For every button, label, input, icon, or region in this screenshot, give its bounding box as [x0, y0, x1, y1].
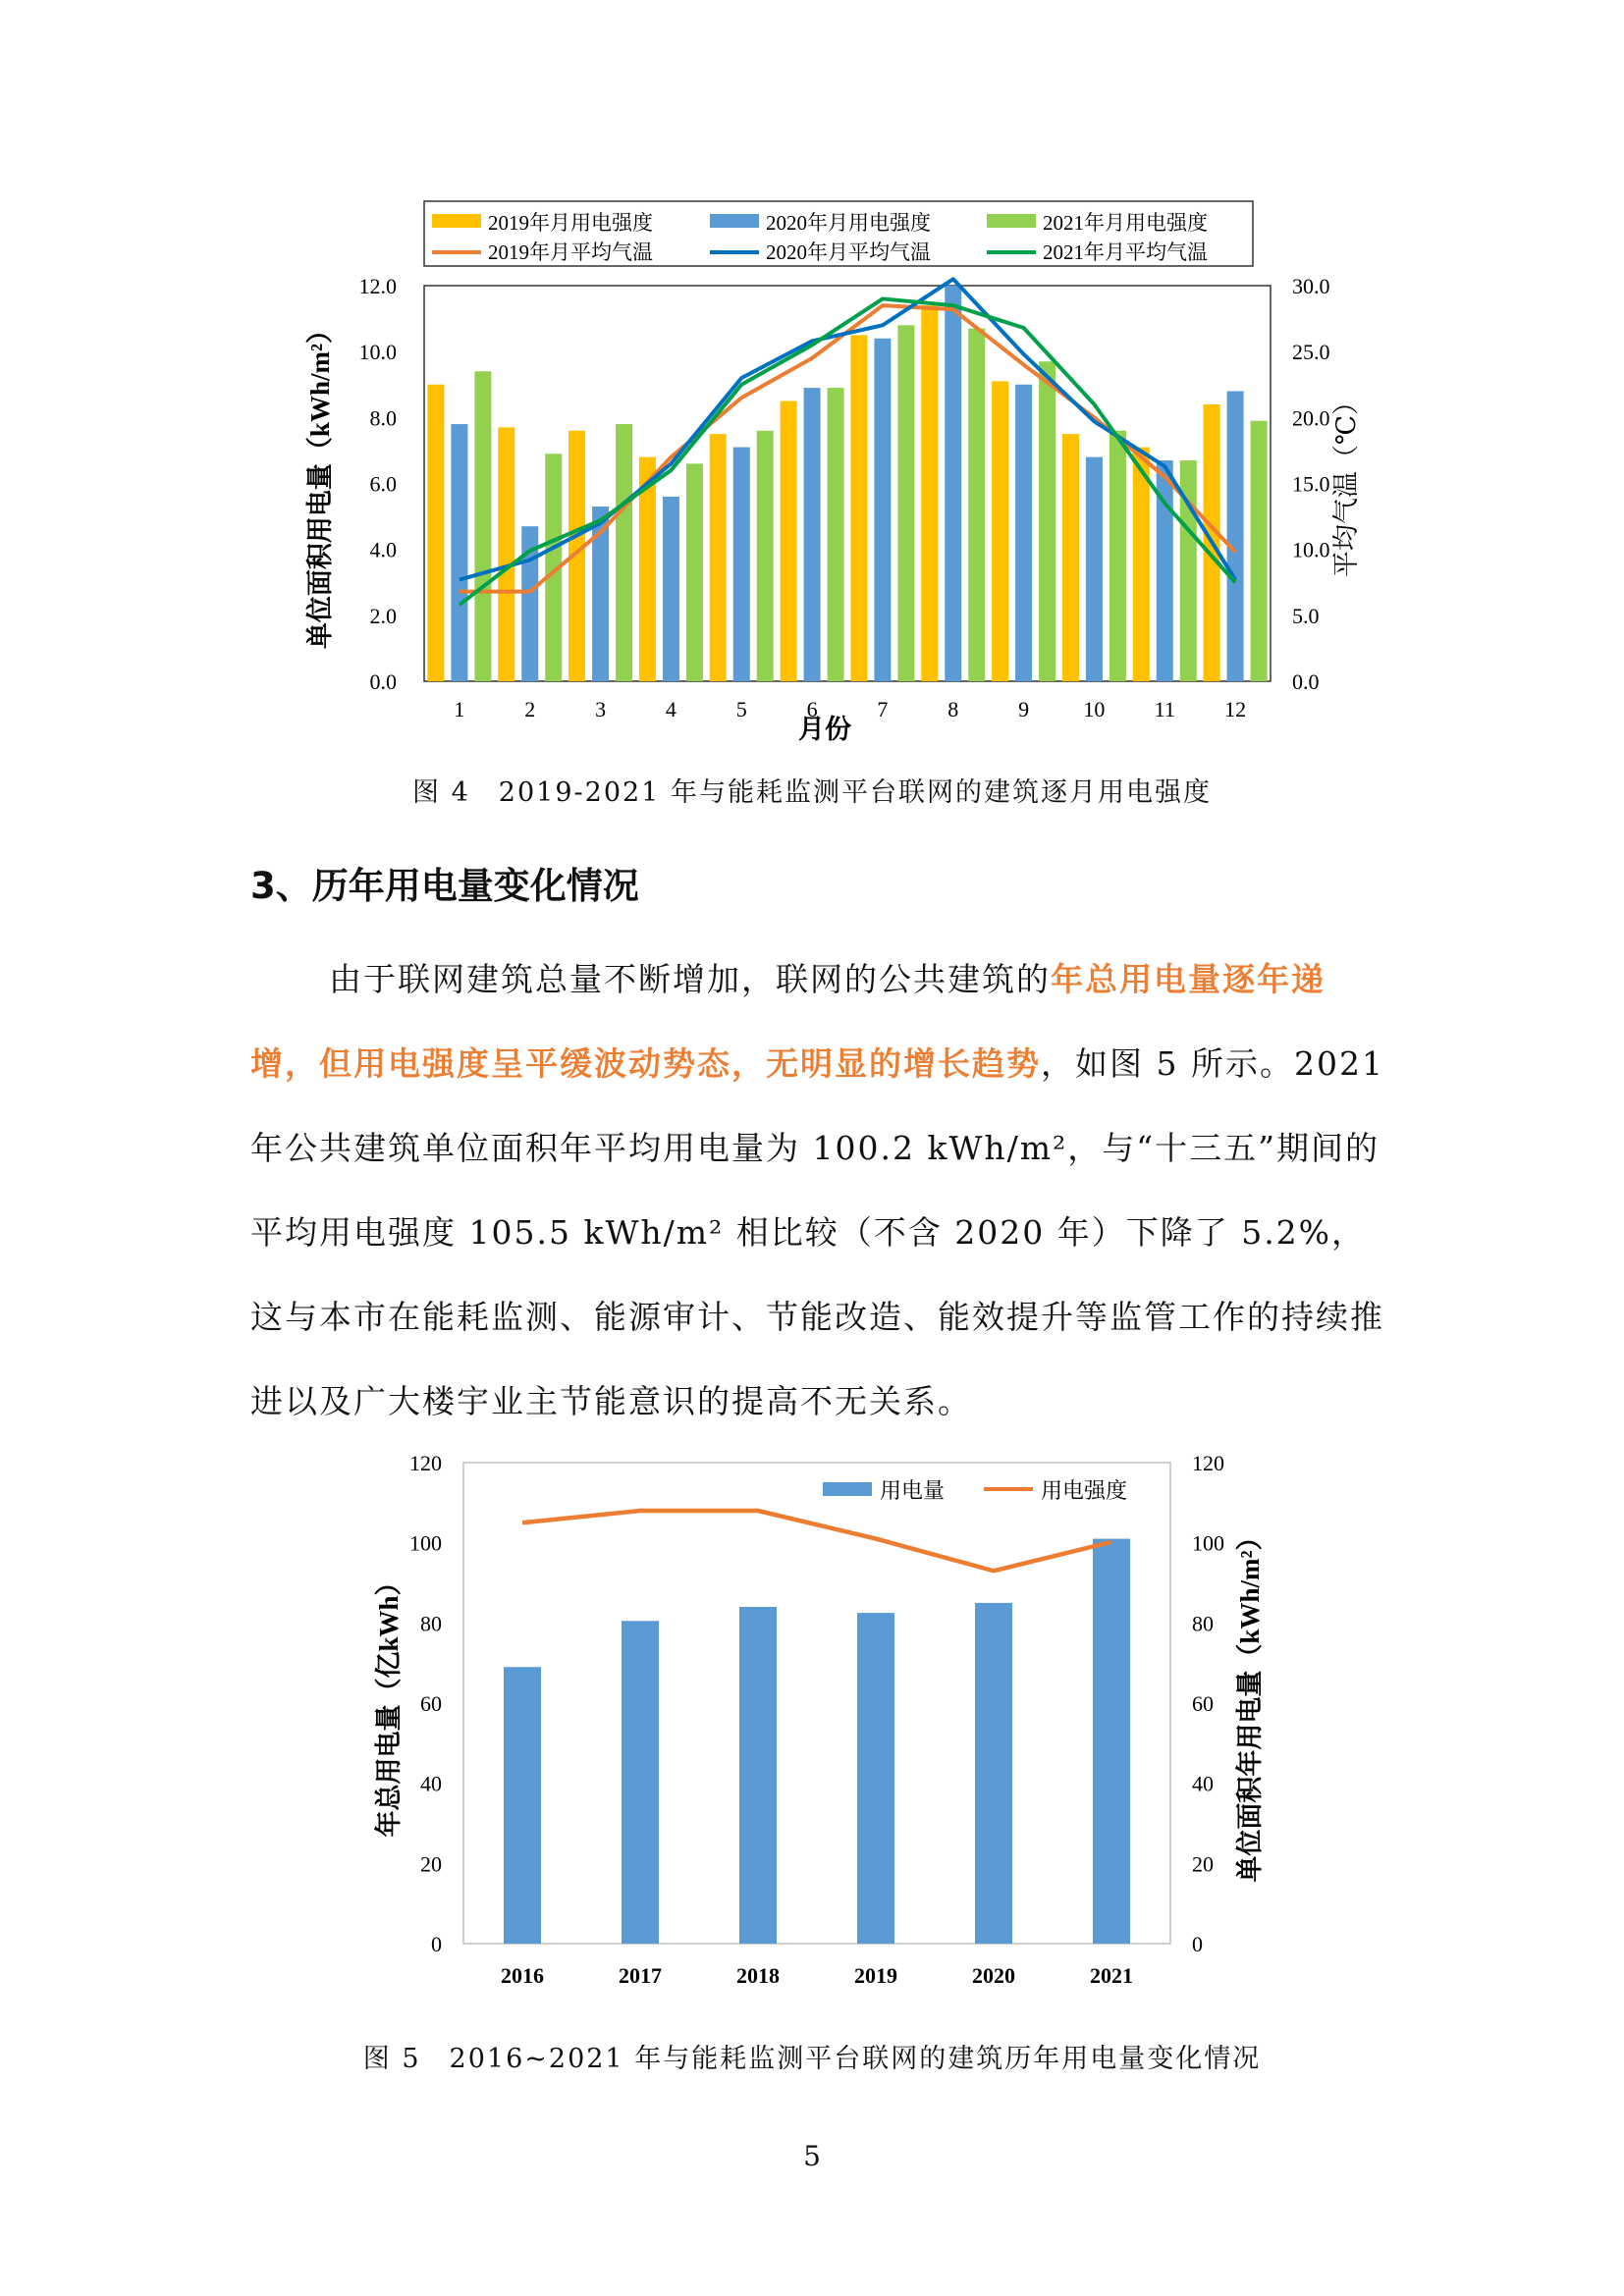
fig5-x-tick: 2017 — [619, 1963, 662, 1988]
fig5-bars — [504, 1539, 1130, 1944]
fig5-y-left-tick: 60 — [420, 1691, 442, 1716]
fig4-x-tick: 1 — [454, 697, 465, 721]
fig5-bar — [1093, 1539, 1130, 1944]
fig4-y-right-tick: 10.0 — [1292, 537, 1330, 562]
fig4-x-tick: 12 — [1224, 697, 1247, 721]
fig4-y-left-tick: 6.0 — [369, 471, 397, 497]
fig4-x-tick: 10 — [1083, 697, 1106, 721]
fig5-y-left-tick: 100 — [409, 1530, 442, 1556]
fig4-y-left-tick: 0.0 — [369, 669, 397, 694]
fig5-y-right-tick: 20 — [1192, 1851, 1214, 1877]
fig4-x-tick: 4 — [665, 697, 677, 721]
fig4-y-left-tick: 8.0 — [369, 405, 397, 431]
fig4-x-tick: 6 — [806, 697, 818, 721]
fig5-y-right-tick: 100 — [1192, 1530, 1224, 1556]
fig4-legend-label: 2019年月平均气温 — [488, 240, 653, 264]
para-highlight: 年总用电量逐年递增，但用电强度呈平缓波动势态，无明显的增长趋势 — [250, 960, 1326, 1083]
fig5-x-tick: 2021 — [1090, 1963, 1133, 1988]
fig4-x-tick: 3 — [595, 697, 607, 721]
fig4-y-right-tick: 20.0 — [1292, 405, 1330, 431]
para-text-before: 由于联网建筑总量不断增加，联网的公共建筑的 — [329, 960, 1051, 998]
fig4-y-left-label: 单位面积用电量（kWh/m²） — [305, 316, 335, 650]
fig4-y-left-tick: 2.0 — [369, 603, 397, 628]
fig5-x-tick: 2019 — [854, 1963, 897, 1988]
fig5-y-right-label: 单位面积年用电量（kWh/m²） — [1235, 1523, 1265, 1883]
fig5-x-tick: 2020 — [972, 1963, 1015, 1988]
fig4-y-right-tick: 25.0 — [1292, 340, 1330, 365]
fig5-y-right-tick: 120 — [1192, 1451, 1224, 1475]
fig5-bar — [975, 1603, 1012, 1944]
figure-4-caption: 图 4 2019-2021 年与能耗监测平台联网的建筑逐月用电强度 — [412, 777, 1212, 808]
fig5-y-left-tick: 80 — [420, 1611, 442, 1636]
fig4-x-tick: 2 — [524, 697, 536, 721]
fig5-x-tick: 2018 — [736, 1963, 780, 1988]
fig5-y-left-tick: 0 — [431, 1932, 442, 1956]
fig5-y-left-tick: 120 — [409, 1451, 442, 1475]
fig4-legend-label: 2020年月用电强度 — [766, 211, 931, 235]
fig4-x-tick: 8 — [947, 697, 959, 721]
fig5-legend-label: 用电量 — [880, 1478, 946, 1503]
fig5-y-right-tick: 0 — [1192, 1932, 1203, 1956]
fig4-y-left-tick: 10.0 — [358, 340, 397, 365]
fig5-x-tick: 2016 — [501, 1963, 544, 1988]
para-text-after: ，如图 5 所示。2021 年公共建筑单位面积年平均用电量为 100.2 kWh/m²，与“十三五”期间的平均用电强度 105.5 kWh/m² 相比较（不含 2020 年）下降了 5.2%，这与本市在能耗监测、能源审计、节能改造、能效提升等监管工作的持续推进以及广大楼宇业主节能意识的提高不无关系。 — [250, 1044, 1384, 1420]
fig4-y-right-tick: 0.0 — [1292, 669, 1320, 694]
fig4-x-tick: 7 — [877, 697, 889, 721]
fig5-legend-label: 用电强度 — [1041, 1478, 1128, 1503]
fig5-y-left-tick: 20 — [420, 1851, 442, 1877]
fig4-y-right-tick: 15.0 — [1292, 471, 1330, 497]
fig5-y-right-tick: 80 — [1192, 1611, 1214, 1636]
fig4-y-right-label: 平均气温（℃） — [1331, 388, 1361, 578]
fig4-y-left-tick: 12.0 — [358, 274, 397, 298]
figure-5-caption: 图 5 2016~2021 年与能耗监测平台联网的建筑历年用电量变化情况 — [362, 2044, 1262, 2074]
fig4-x-tick: 9 — [1018, 697, 1030, 721]
fig5-lines — [522, 1511, 1111, 1571]
fig4-x-tick: 11 — [1154, 697, 1175, 721]
fig5-plot-frame — [463, 1463, 1170, 1944]
fig4-legend-label: 2019年月用电强度 — [488, 211, 653, 235]
fig5-legend-swatch — [823, 1482, 872, 1496]
fig4-x-label: 月份 — [798, 715, 851, 744]
fig4-legend-label: 2021年月用电强度 — [1043, 211, 1208, 235]
fig4-y-left-tick: 4.0 — [369, 537, 397, 562]
fig5-legend — [823, 1478, 1127, 1503]
fig5-y-right-tick: 60 — [1192, 1691, 1214, 1716]
fig4-x-tick: 5 — [735, 697, 747, 721]
fig5-bar — [739, 1607, 777, 1944]
fig5-y-left-tick: 40 — [420, 1771, 442, 1796]
fig5-bar — [504, 1667, 541, 1944]
fig5-y-left-label: 年总用电量（亿kWh） — [374, 1569, 404, 1838]
fig5-bar — [857, 1613, 894, 1944]
fig4-y-right-tick: 5.0 — [1292, 603, 1320, 628]
fig4-legend-label: 2020年月平均气温 — [766, 240, 931, 264]
fig5-line — [522, 1511, 1111, 1571]
fig4-legend-label: 2021年月平均气温 — [1043, 240, 1208, 264]
fig5-bar — [622, 1621, 659, 1944]
page-number: 5 — [803, 2140, 821, 2172]
fig4-y-right-tick: 30.0 — [1292, 274, 1330, 298]
section-heading: 3、历年用电量变化情况 — [250, 865, 639, 907]
fig5-y-right-tick: 40 — [1192, 1771, 1214, 1796]
